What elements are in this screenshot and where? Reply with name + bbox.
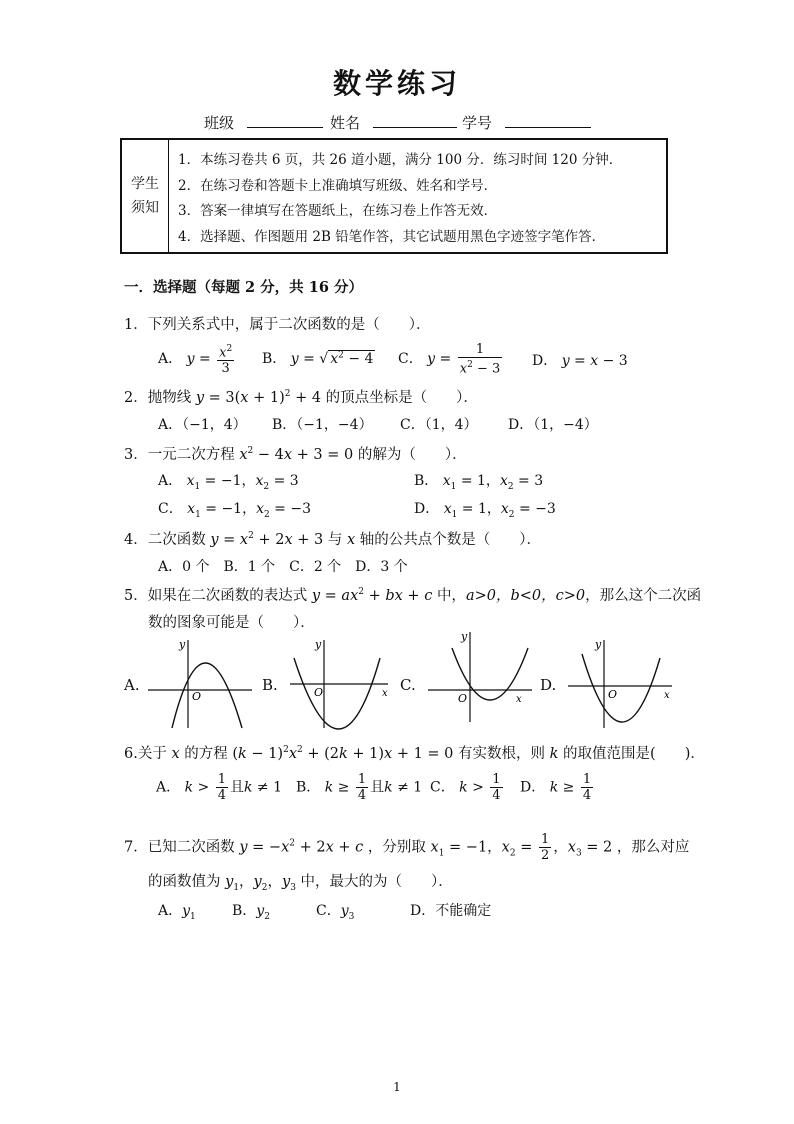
q5-option-b-label[interactable]: B.: [262, 676, 278, 694]
notice-item: 2．在练习卷和答题卡上准确填写班级、姓名和学号．: [178, 177, 498, 194]
q6-suffix: 有实数根，则: [458, 746, 546, 762]
q3-option-b[interactable]: B． $x_1 = 1$，$x_2 = 3$: [414, 473, 544, 492]
option-letter: C．: [430, 779, 455, 796]
question-5-line1: 5．如果在二次函数的表达式 $y = ax^2$ + bx + c 中，a>0，b<0，c>0，那么这个二次函: [124, 587, 702, 604]
q5-graph-d[interactable]: [564, 636, 676, 732]
question-6-stem: 6.关于 x 的方程 $(k - 1)^2x^2 + (2k + 1)x + 1 = 0$ 有实数根，则 k 的取值范围是( )．: [124, 745, 705, 762]
option-letter: C．: [316, 903, 341, 919]
student-id-field: [462, 112, 591, 133]
student-id-label: 学号: [462, 114, 493, 132]
question-2-stem: 2．抛物线 $y = 3(x + 1)^2 + 4$ 的顶点坐标是（ ）．: [124, 389, 478, 406]
q6-and: 且: [370, 779, 385, 796]
option-letter: B．: [296, 779, 321, 796]
notice-heading-line2: 须知: [131, 200, 159, 216]
q5-option-c-label[interactable]: C.: [400, 676, 416, 694]
svg-text:x: x: [382, 688, 388, 699]
q4-mid: 与: [327, 532, 343, 548]
q1-option-a[interactable]: A． y = $\frac{x^2}{3}$: [158, 344, 233, 377]
question-7-line1: 7．已知二次函数 $y = -x^2 + 2x + c$ ，分别取 $x_1 = -1$，$x_2$ = $\frac{1}{2}$ ，$x_3 = 2$ ，那么对应: [124, 832, 690, 863]
notice-heading-line1: 学生: [131, 176, 159, 192]
q5-graph-c[interactable]: [424, 628, 536, 724]
q6-option-d[interactable]: D． k ≥ $\frac{1}{4}$: [520, 772, 592, 803]
q3-option-a[interactable]: A． $x_1 = -1$，$x_2 = 3$: [158, 473, 299, 492]
svg-text:x: x: [516, 694, 522, 705]
svg-text:O: O: [314, 686, 324, 699]
svg-text:O: O: [458, 692, 468, 705]
q3-prefix: 3．一元二次方程: [124, 447, 235, 463]
name-blank[interactable]: [373, 113, 457, 128]
q5-conditions: a>0，b<0，c>0: [465, 588, 586, 604]
q7-line2-suffix: 中，最大的为（ ）．: [300, 874, 453, 890]
q5-graph-a[interactable]: [148, 636, 256, 732]
question-7-line2: 的函数值为 $y_1$，$y_2$，$y_3$ 中，最大的为（ ）．: [148, 874, 453, 893]
notice-item: 1．本练习卷共 6 页，共 26 道小题，满分 100 分．练习时间 120 分钟．: [178, 152, 623, 168]
q7-option-a[interactable]: A．$y_1$: [158, 903, 196, 922]
option-letter: D．: [532, 353, 558, 369]
q6-mid: 的方程: [184, 746, 228, 762]
notice-item: 3．答案一律填写在答题纸上，在练习卷上作答无效．: [178, 203, 498, 219]
q5-option-a-label[interactable]: A.: [124, 676, 140, 694]
option-letter: A．: [158, 903, 183, 919]
q5-graph-b[interactable]: [284, 636, 392, 732]
student-id-blank[interactable]: [505, 113, 591, 128]
q7-option-c[interactable]: C．$y_3$: [316, 903, 355, 922]
option-letter: B．: [232, 903, 257, 919]
q5-option-d-label[interactable]: D.: [540, 676, 557, 694]
q5-line1-end: ，那么这个二次函: [585, 588, 702, 604]
q2-option-d[interactable]: D．（1，−4）: [508, 417, 598, 433]
option-letter: A．: [158, 351, 183, 368]
q5-suffix: 中，: [436, 588, 466, 604]
name-label: 姓名: [330, 114, 361, 132]
option-letter: A．: [158, 473, 183, 489]
student-notice-box: [120, 138, 668, 254]
svg-text:O: O: [192, 690, 202, 703]
q6-option-c[interactable]: C． k > $\frac{1}{4}$: [430, 772, 501, 803]
option-letter: C．: [398, 351, 423, 368]
question-5-line2: 数的图象可能是（ ）．: [148, 615, 315, 631]
svg-text:y: y: [595, 638, 602, 651]
q1-option-c[interactable]: C． y = $\frac{1}{x^2 - 3}$: [398, 342, 501, 377]
q6-prefix: 6.关于: [124, 746, 167, 762]
svg-text:O: O: [608, 688, 618, 701]
page-title: 数学练习: [332, 67, 461, 100]
option-letter: D．: [520, 779, 546, 796]
q7-line2-prefix: 的函数值为: [148, 874, 221, 890]
notice-item: 4．选择题、作图题用 2B 铅笔作答，其它试题用黑色字迹签字笔作答．: [178, 228, 606, 245]
option-letter: C．: [158, 501, 183, 517]
svg-text:y: y: [179, 638, 186, 651]
q4-prefix: 4．二次函数: [124, 532, 206, 548]
q3-suffix: 的解为（ ）．: [357, 447, 467, 463]
q2-option-a[interactable]: A．（−1，4）: [158, 417, 247, 433]
notice-heading: [122, 140, 169, 252]
q3-option-d[interactable]: D． $x_1 = 1$，$x_2 = -3$: [414, 501, 556, 520]
q1-option-d[interactable]: D． y = x − 3: [532, 353, 628, 369]
q2-prefix: 2．抛物线: [124, 390, 192, 406]
class-label: 班级: [204, 114, 235, 132]
notice-list: [178, 148, 622, 250]
q2-option-c[interactable]: C．（1，4）: [400, 417, 478, 433]
option-letter: B．: [414, 473, 439, 489]
q5-prefix: 5．如果在二次函数的表达式: [124, 588, 308, 604]
option-letter: A．: [156, 779, 181, 796]
q7-prefix: 7．已知二次函数: [124, 839, 235, 856]
class-blank[interactable]: [247, 113, 323, 128]
name-field: [330, 112, 457, 133]
q2-option-b[interactable]: B．（−1，−4）: [272, 417, 373, 433]
page-number: 1: [393, 1080, 401, 1094]
q3-option-c[interactable]: C． $x_1 = -1$，$x_2 = -3$: [158, 501, 312, 520]
q7-line1-end: ，那么对应: [616, 839, 690, 856]
q6-option-a[interactable]: A． k > $\frac{1}{4}$ 且k ≠ 1: [156, 772, 283, 803]
svg-text:x: x: [664, 690, 670, 701]
q7-mid: ，分别取: [367, 839, 426, 856]
question-3-stem: 3．一元二次方程 $x^2 - 4x + 3 = 0$ 的解为（ ）．: [124, 446, 467, 463]
q6-and: 且: [229, 779, 244, 796]
q6-option-b[interactable]: B． k ≥ $\frac{1}{4}$ 且k ≠ 1: [296, 772, 423, 803]
q4-options[interactable]: A．0 个 B．1 个 C．2 个 D．3 个: [158, 559, 408, 575]
q1-option-b[interactable]: B． y = √ $x^2 - 4$: [262, 350, 374, 367]
class-field: [204, 112, 323, 133]
q7-option-b[interactable]: B．$y_2$: [232, 903, 270, 922]
question-4-stem: 4．二次函数 $y = x^2 + 2x + 3$ 与 x 轴的公共点个数是（ ）．: [124, 531, 541, 548]
q7-option-d[interactable]: D．不能确定: [410, 903, 492, 919]
option-letter: D．: [414, 501, 440, 517]
svg-text:y: y: [461, 630, 468, 643]
q4-suffix: 轴的公共点个数是（ ）．: [359, 532, 541, 548]
question-1-stem: 1．下列关系式中，属于二次函数的是（ ）．: [124, 317, 431, 333]
option-letter: B．: [262, 351, 287, 367]
svg-text:y: y: [315, 638, 322, 651]
q2-suffix: 的顶点坐标是（ ）．: [325, 390, 478, 406]
q6-end: 的取值范围是( )．: [563, 746, 705, 762]
section-title: 一．选择题（每题 2 分，共 16 分）: [124, 279, 363, 296]
